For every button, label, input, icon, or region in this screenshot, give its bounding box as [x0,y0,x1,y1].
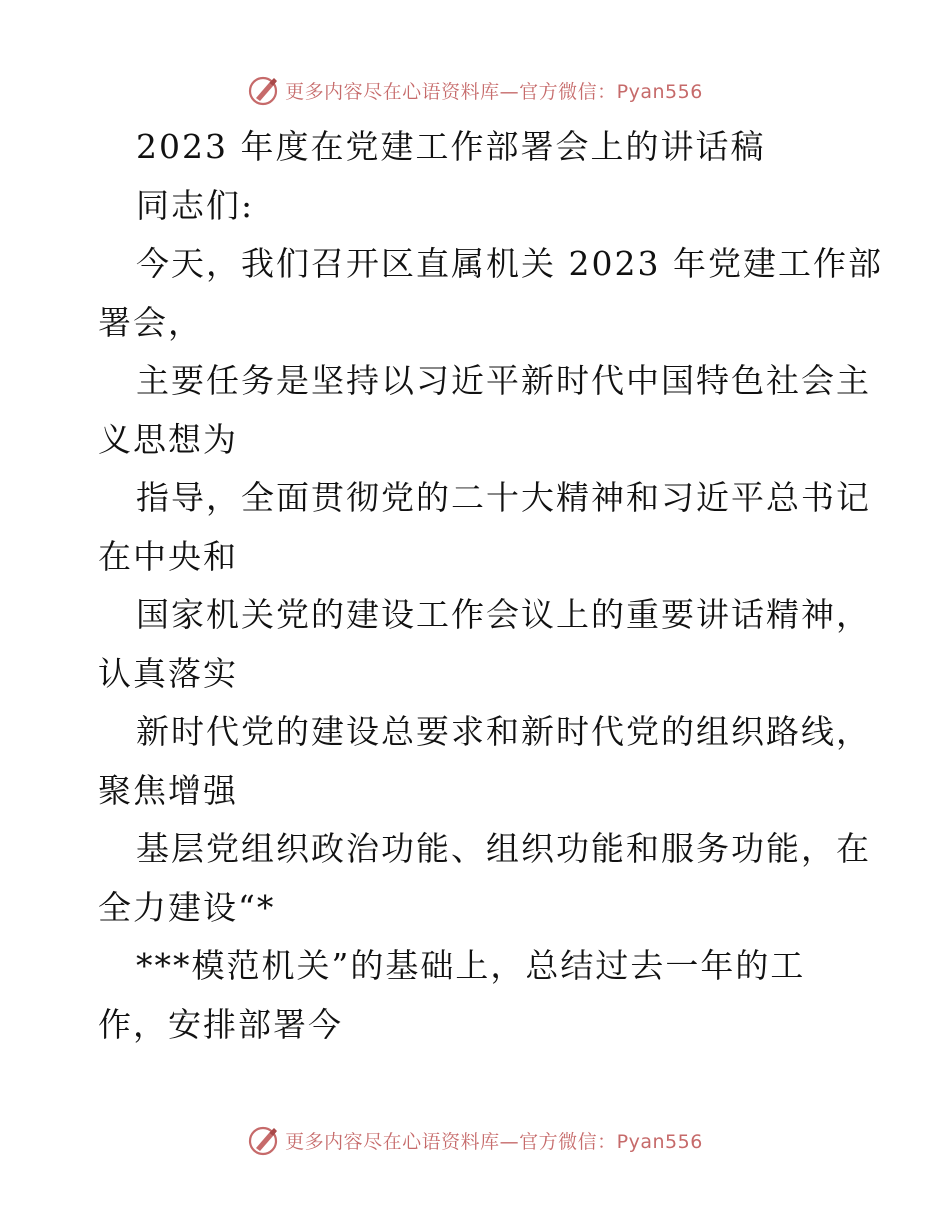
pen-logo-icon [247,1123,281,1157]
text-line: 基层党组织政治功能、组织功能和服务功能，在 [136,829,871,868]
text-line: 今天，我们召开区直属机关 2023 年党建工作部 [136,244,883,283]
footer-banner [0,1120,950,1160]
banner-text: 更多内容尽在心语资料库—官方微信：Pyan556 [285,80,703,103]
text-line: 同志们: [136,185,255,225]
text-line: 署会， [98,302,203,342]
document-body [98,118,883,1054]
text-line: 在中央和 [98,536,238,576]
text-line: 义思想为 [98,419,238,459]
text-line: 认真落实 [98,653,238,693]
text-line: ***模范机关”的基础上，总结过去一年的工 [136,946,806,985]
text-line: 全力建设“* [98,887,276,927]
text-line: 主要任务是坚持以习近平新时代中国特色社会主 [136,361,871,400]
text-line: 作，安排部署今 [98,1004,343,1044]
text-line: 国家机关党的建设工作会议上的重要讲话精神， [136,595,871,634]
text-line: 聚焦增强 [98,770,238,810]
pen-logo-icon [247,73,281,107]
document-title: 2023 年度在党建工作部署会上的讲话稿 [136,127,766,166]
text-line: 新时代党的建设总要求和新时代党的组织路线， [136,712,871,751]
text-line: 指导，全面贯彻党的二十大精神和习近平总书记 [136,478,871,517]
header-banner [0,70,950,110]
banner-text: 更多内容尽在心语资料库—官方微信：Pyan556 [285,1130,703,1153]
